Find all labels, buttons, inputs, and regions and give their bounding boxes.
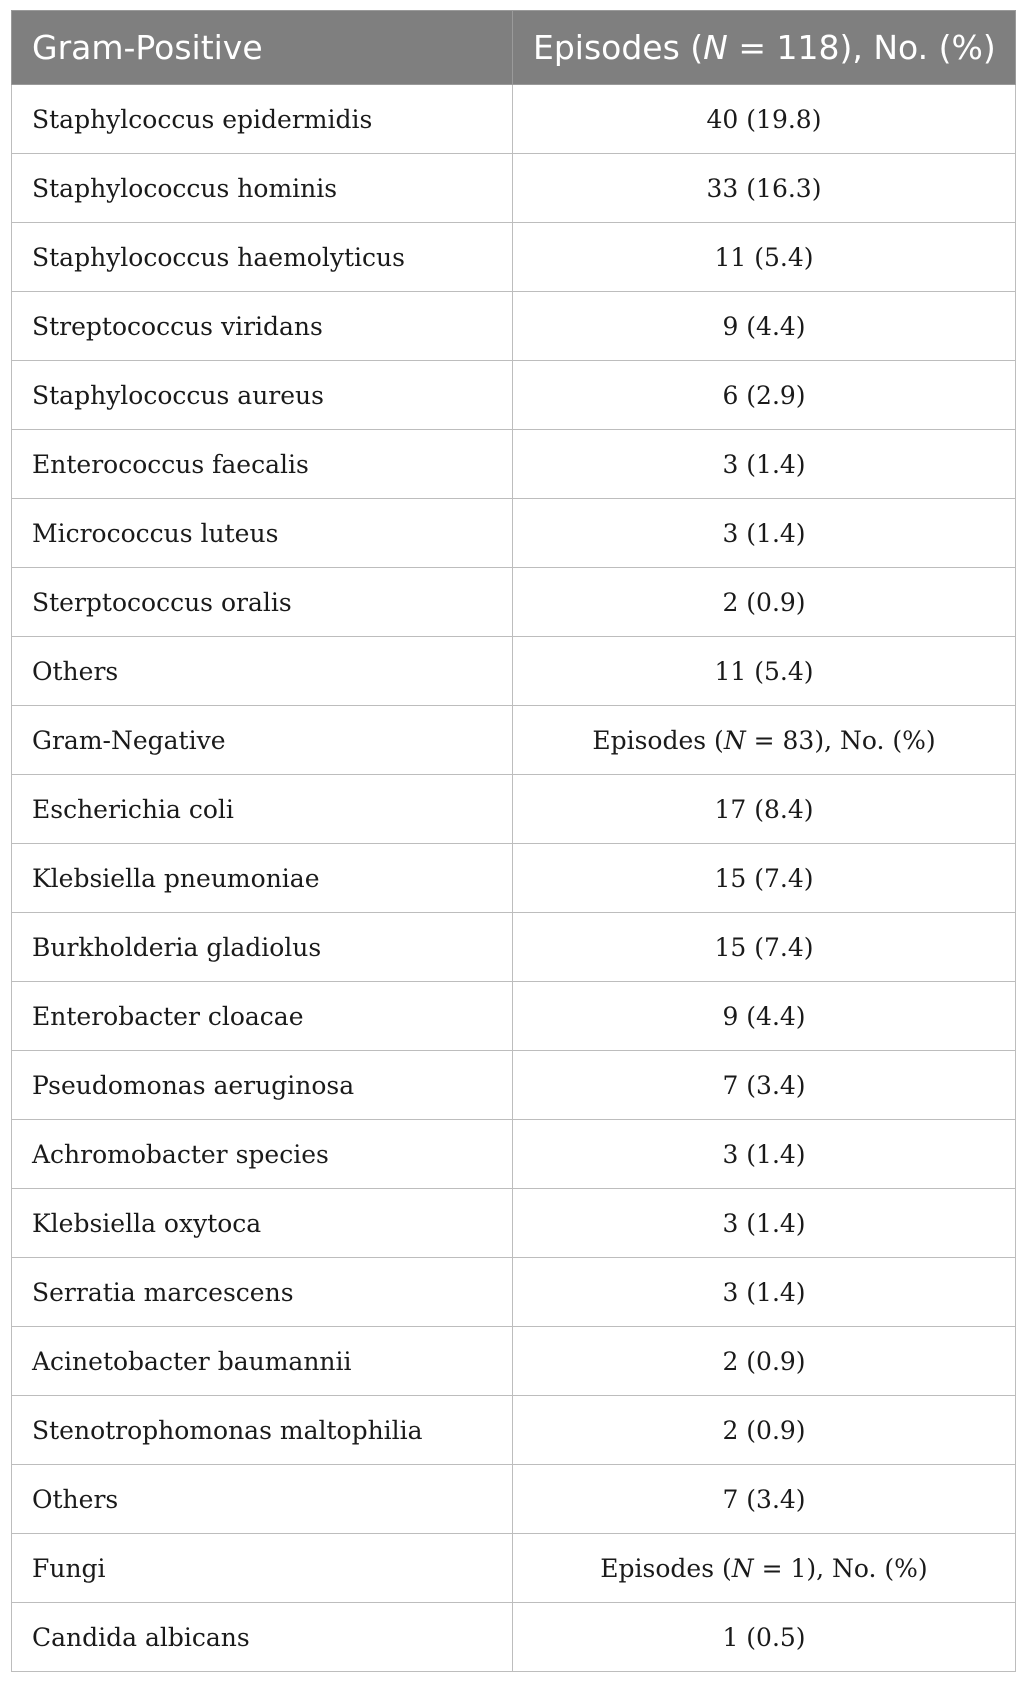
organism-table — [11, 10, 1016, 1672]
table-row — [12, 1258, 1016, 1327]
organism-name: Pseudomonas aeruginosa — [12, 1051, 513, 1120]
episode-count: 15 (7.4) — [513, 913, 1016, 982]
episode-count: 3 (1.4) — [513, 1189, 1016, 1258]
episode-count: 17 (8.4) — [513, 775, 1016, 844]
episode-count: 11 (5.4) — [513, 223, 1016, 292]
organism-name: Sterptococcus oralis — [12, 568, 513, 637]
section-header-row-fungi — [12, 1534, 1016, 1603]
organism-name: Acinetobacter baumannii — [12, 1327, 513, 1396]
table-header-row — [12, 11, 1016, 85]
table-row — [12, 1603, 1016, 1672]
section-episodes-pre: Episodes ( — [592, 725, 724, 755]
table-row — [12, 1051, 1016, 1120]
episode-count: 7 (3.4) — [513, 1051, 1016, 1120]
episode-count: 9 (4.4) — [513, 292, 1016, 361]
episode-count: 2 (0.9) — [513, 1396, 1016, 1465]
table-row — [12, 361, 1016, 430]
table-row — [12, 499, 1016, 568]
table-row — [12, 154, 1016, 223]
episode-count: 3 (1.4) — [513, 1258, 1016, 1327]
table-row — [12, 1396, 1016, 1465]
episode-count: 11 (5.4) — [513, 637, 1016, 706]
episode-count: 15 (7.4) — [513, 844, 1016, 913]
section-episodes-n: N — [731, 1553, 754, 1583]
organism-name: Serratia marcescens — [12, 1258, 513, 1327]
organism-name: Escherichia coli — [12, 775, 513, 844]
organism-name: Staphylococcus aureus — [12, 361, 513, 430]
organism-name: Enterococcus faecalis — [12, 430, 513, 499]
header-gram-positive: Gram-Positive — [12, 11, 513, 85]
organism-name: Streptococcus viridans — [12, 292, 513, 361]
section-episodes-pre: Episodes ( — [600, 1553, 732, 1583]
episode-count: 9 (4.4) — [513, 982, 1016, 1051]
section-label-gram-negative: Gram-Negative — [12, 706, 513, 775]
episode-count: 3 (1.4) — [513, 430, 1016, 499]
table-row — [12, 982, 1016, 1051]
section-episodes-post: = 83), No. (%) — [745, 725, 936, 755]
organism-name: Klebsiella pneumoniae — [12, 844, 513, 913]
organism-name: Burkholderia gladiolus — [12, 913, 513, 982]
organism-name: Achromobacter species — [12, 1120, 513, 1189]
section-episodes-fungi — [513, 1534, 1016, 1603]
table-row — [12, 568, 1016, 637]
table-row — [12, 430, 1016, 499]
header-episodes-n: N — [703, 28, 728, 67]
table-row — [12, 844, 1016, 913]
table-row — [12, 775, 1016, 844]
organism-name: Stenotrophomonas maltophilia — [12, 1396, 513, 1465]
section-episodes-n: N — [723, 725, 746, 755]
table-row — [12, 1189, 1016, 1258]
table-row — [12, 85, 1016, 154]
organism-name: Micrococcus luteus — [12, 499, 513, 568]
organism-name: Staphylococcus haemolyticus — [12, 223, 513, 292]
organism-name: Candida albicans — [12, 1603, 513, 1672]
header-episodes-pre: Episodes ( — [533, 28, 704, 67]
table-row — [12, 223, 1016, 292]
episode-count: 3 (1.4) — [513, 499, 1016, 568]
episode-count: 2 (0.9) — [513, 568, 1016, 637]
episode-count: 6 (2.9) — [513, 361, 1016, 430]
episode-count: 7 (3.4) — [513, 1465, 1016, 1534]
episode-count: 33 (16.3) — [513, 154, 1016, 223]
section-label-fungi: Fungi — [12, 1534, 513, 1603]
section-episodes-post: = 1), No. (%) — [753, 1553, 928, 1583]
organism-name: Staphylococcus hominis — [12, 154, 513, 223]
organism-table-container — [11, 10, 1015, 1672]
section-header-row-gram-negative — [12, 706, 1016, 775]
episode-count: 3 (1.4) — [513, 1120, 1016, 1189]
organism-name: Others — [12, 1465, 513, 1534]
episode-count: 40 (19.8) — [513, 85, 1016, 154]
table-row — [12, 1120, 1016, 1189]
table-row — [12, 1327, 1016, 1396]
organism-name: Enterobacter cloacae — [12, 982, 513, 1051]
header-episodes — [513, 11, 1016, 85]
table-row — [12, 1465, 1016, 1534]
table-row — [12, 637, 1016, 706]
episode-count: 2 (0.9) — [513, 1327, 1016, 1396]
organism-name: Staphylcoccus epidermidis — [12, 85, 513, 154]
header-episodes-post: = 118), No. (%) — [727, 28, 996, 67]
episode-count: 1 (0.5) — [513, 1603, 1016, 1672]
table-row — [12, 292, 1016, 361]
organism-name: Klebsiella oxytoca — [12, 1189, 513, 1258]
section-episodes-gram-negative — [513, 706, 1016, 775]
table-row — [12, 913, 1016, 982]
organism-name: Others — [12, 637, 513, 706]
